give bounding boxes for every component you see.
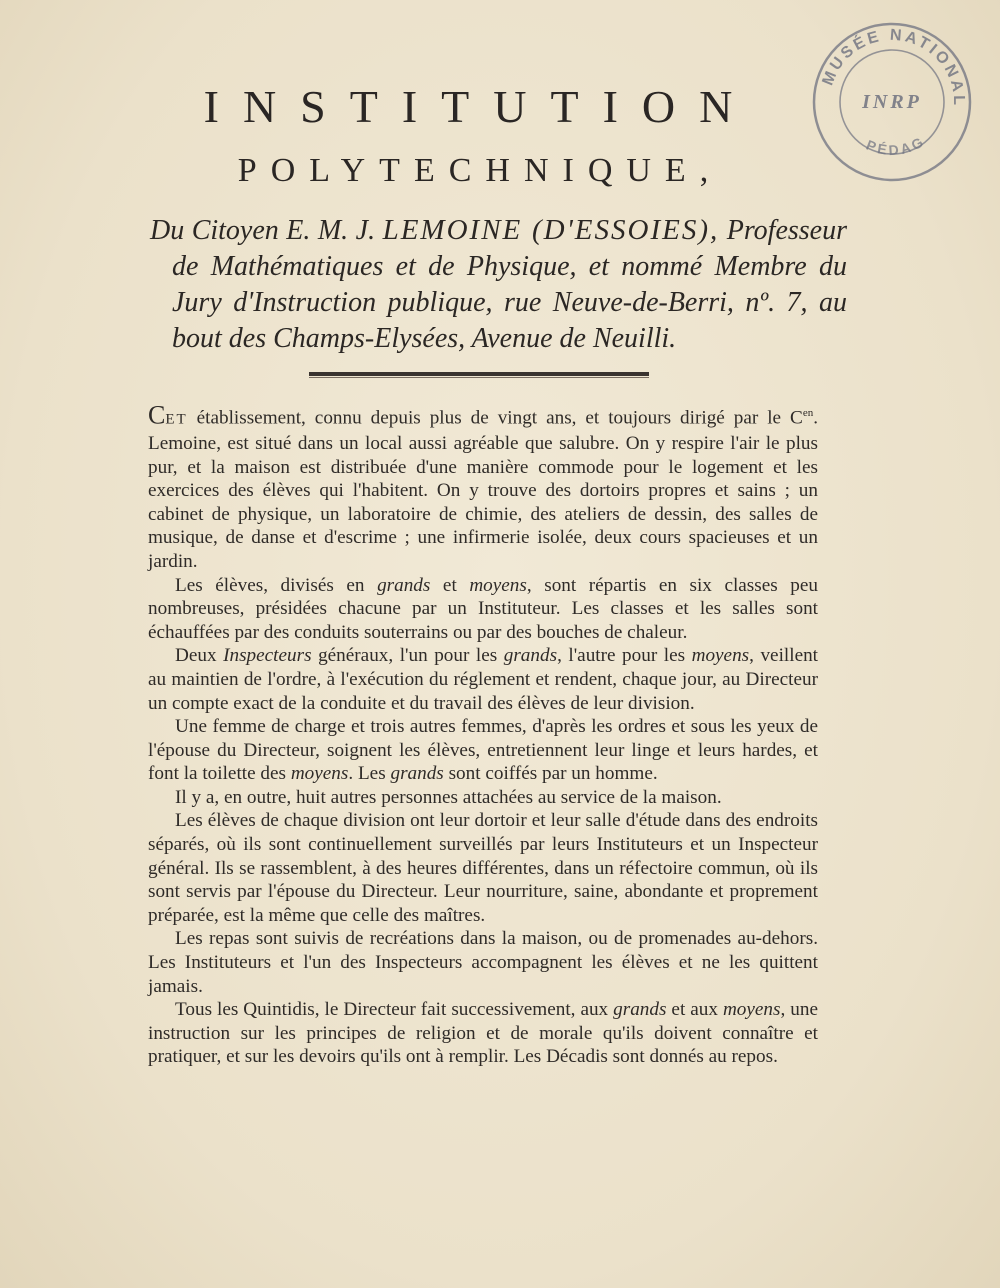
paragraph-3: Deux Inspecteurs généraux, l'un pour les grands, l'autre pour les moyens, veillent au maintien de l'ordre, à l'exécution du réglement et rendent, chaque jour, au Directeur un compte exact de la conduite et du travail des élèves de leur division. bbox=[148, 645, 819, 714]
paragraph-1: CET établissement, connu depuis plus de vingt ans, et toujours dirigé par le $C^{en}$. Lemoine, est situé dans un local aussi agréable que salubre. On y respire l'air le plus pur, et la maison est distribuée d'une manière commode pour le logement et les exercices des élèves qui l'habitent. On y trouve des dortoirs propres et sains ; un cabinet de physique, un laboratoire de chimie, des ateliers de dessin, des salles de musique, de danse et d'escrime ; une infirmerie isolée, deux cours spacieuses et un jardin. bbox=[148, 400, 818, 572]
subtitle-rest: Professeur de Mathématiques et de Physique, et nommé Membre du Jury d'Instruction publique, rue Neuve-de-Berri, nº. 7, au bout des Champs-Elysées, Avenue de Neuilli. bbox=[172, 215, 848, 354]
paragraph-5: Il y a, en outre, huit autres personnes attachées au service de la maison. bbox=[175, 786, 722, 808]
drop-cap: C bbox=[148, 400, 166, 430]
stamp-left-text: MUSÉE bbox=[819, 27, 884, 88]
stamp-center-text: INRP bbox=[862, 91, 922, 113]
subtitle bbox=[150, 212, 847, 357]
title-line-2: POLYTECHNIQUE, bbox=[237, 152, 723, 189]
subtitle-name: LEMOINE (D'ESSOIES), bbox=[382, 214, 720, 246]
paragraph-6: Les élèves de chaque division ont leur dortoir et leur salle d'étude dans des endroits séparés, où ils sont continuellement surveillés par leurs Instituteurs et un Inspecteur général. Ils se rassemblent, à des heures différentes, dans un réfectoire commun, où ils sont servis par l'épouse du Directeur. Leur nourriture, saine, abondante et proprement préparée, est la même que celle des maîtres. bbox=[148, 810, 818, 926]
paragraph-2: Les élèves, divisés en grands et moyens, sont répartis en six classes peu nombreuses, présidées chacune par un Instituteur. Les classes et les salles sont échauffées par des conduits souterrains ou par des bouches de chaleur. bbox=[148, 574, 818, 643]
paragraph-8: Tous les Quintidis, le Directeur fait successivement, aux grands et aux moyens, une instruction sur les principes de religion et de morale qu'ils doivent connaître et pratiquer, et sur les devoirs qu'ils ont à remplir. Les Décadis sont donnés au repos. bbox=[148, 999, 818, 1068]
ornamental-rule bbox=[309, 372, 649, 376]
subtitle-intro: Du Citoyen E. M. J. bbox=[150, 215, 376, 246]
body-text bbox=[148, 402, 818, 1069]
paragraph-4: Une femme de charge et trois autres femmes, d'après les ordres et sous les yeux de l'épouse du Directeur, soignent les élèves, entretiennent leur linge et leurs hardes, et font la toilette des moyens. Les grands sont coiffés par un homme. bbox=[148, 716, 818, 785]
stamp-top-text: NATIONAL bbox=[889, 26, 968, 109]
title-line-1: INSTITUTION bbox=[203, 81, 757, 132]
stamp-bottom-text: PÉDAG bbox=[864, 132, 929, 159]
paragraph-7: Les repas sont suivis de recréations dans la maison, ou de promenades au-dehors. Les Instituteurs et l'un des Inspecteurs accompagnent les élèves et ne les quittent jamais. bbox=[148, 928, 818, 997]
